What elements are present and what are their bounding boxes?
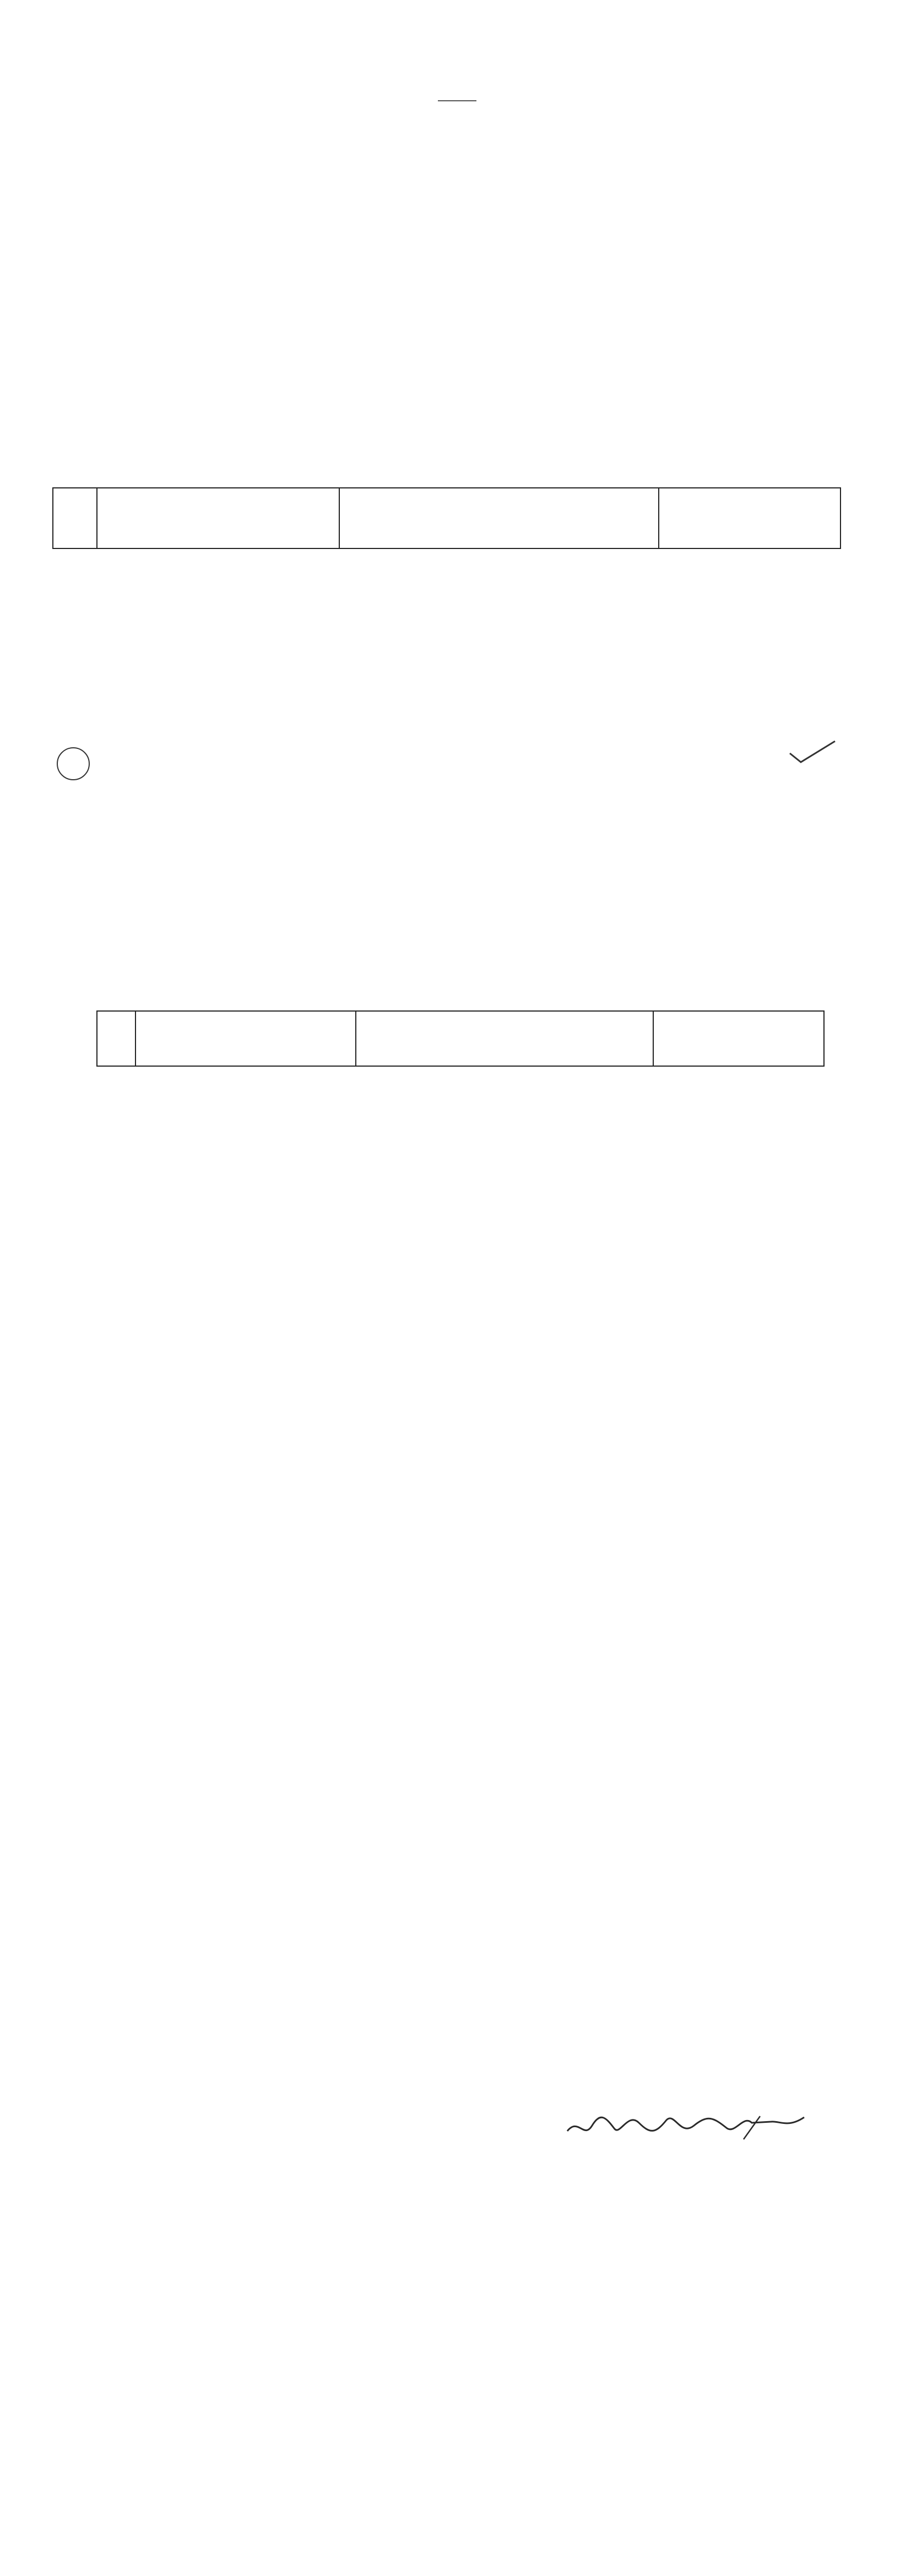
promotion-table-page-2 [96,1010,825,1067]
col-header-name [135,1011,356,1066]
col-header-date [653,1011,824,1066]
header-underline [438,100,476,101]
handwritten-signature-icon [562,2106,810,2145]
pen-circle-mark [57,747,90,780]
document-page-1 [0,0,911,961]
col-header-office [339,488,659,548]
document-page-2 [0,961,911,2576]
col-header-date [659,488,840,548]
check-mark-icon [788,738,837,765]
promotion-table-page-1 [52,487,841,549]
col-header-sno [53,488,97,548]
col-header-office [356,1011,653,1066]
col-header-name [97,488,339,548]
col-header-sno [97,1011,135,1066]
